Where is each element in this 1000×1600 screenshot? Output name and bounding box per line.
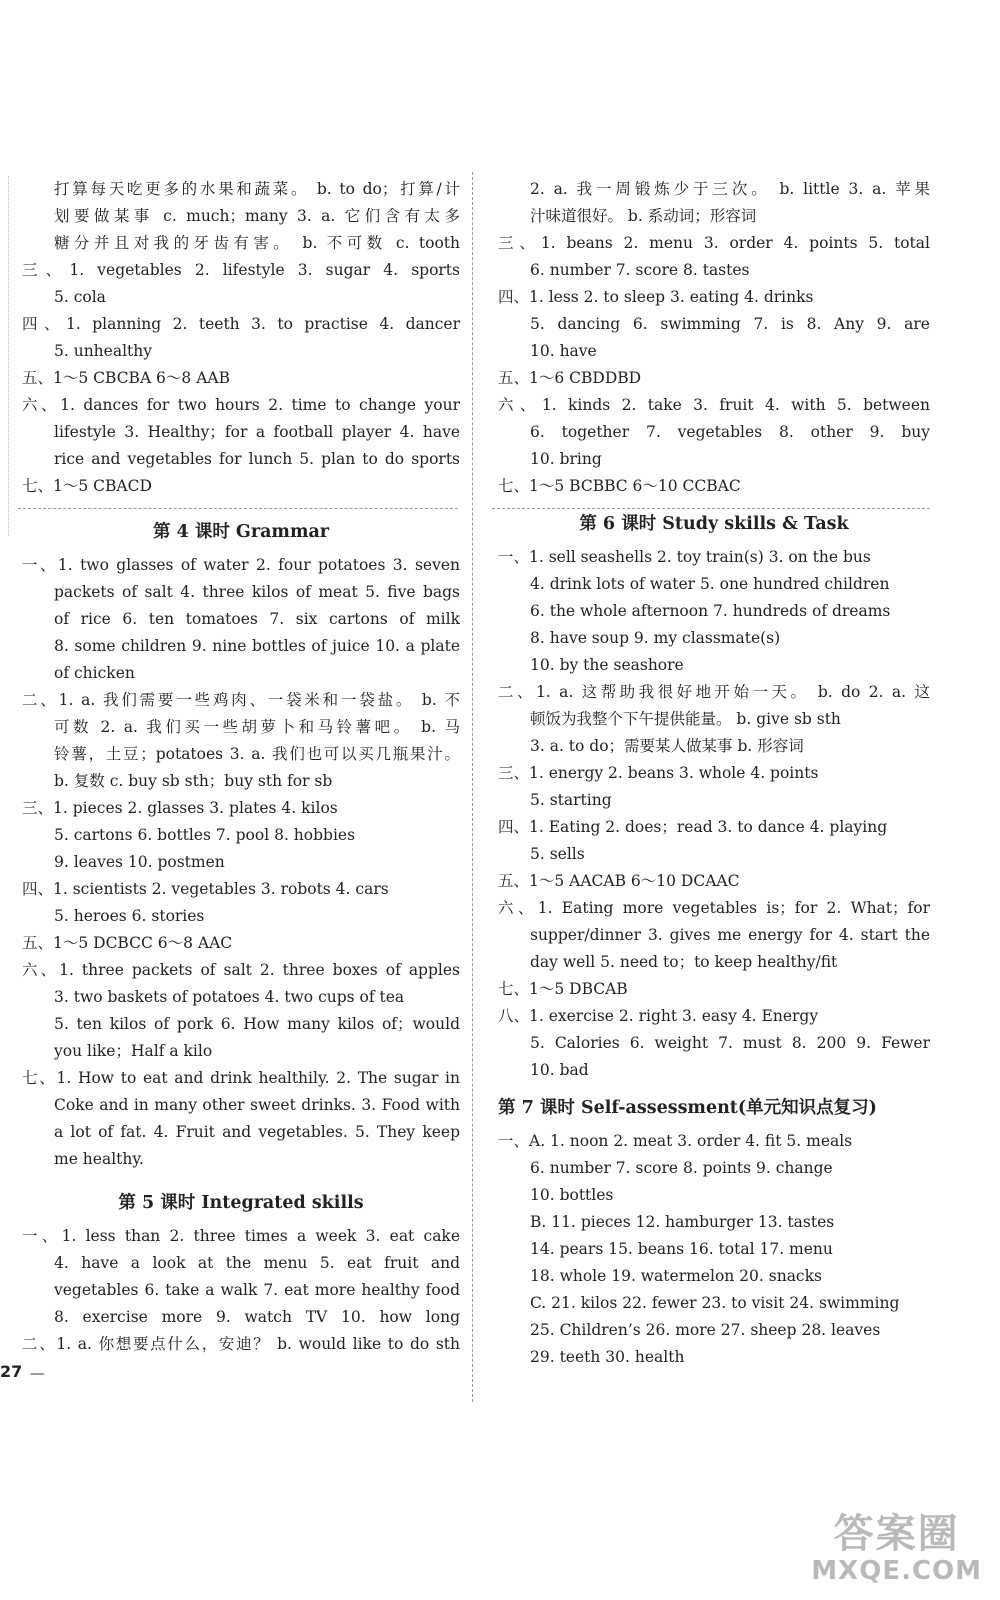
site-watermark xyxy=(811,1512,982,1586)
answer-line: of chicken xyxy=(54,664,135,682)
answer-line: 三、1. vegetables 2. lifestyle 3. sugar 4. sports xyxy=(22,261,460,279)
answer-line: 25. Children’s 26. more 27. sheep 28. leaves xyxy=(530,1321,881,1339)
answer-line: 三、1. beans 2. menu 3. order 4. points 5. total xyxy=(498,234,930,252)
answer-line: C. 21. kilos 22. fewer 23. to visit 24. swimming xyxy=(530,1294,900,1312)
answer-line: 5. sells xyxy=(530,845,585,863)
answer-line: 14. pears 15. beans 16. total 17. menu xyxy=(530,1240,833,1258)
answer-line: 8. exercise more 9. watch TV 10. how long xyxy=(54,1308,460,1326)
answer-line: day well 5. need to；to keep healthy/fit xyxy=(530,953,838,971)
answer-line: 5. ten kilos of pork 6. How many kilos of；would xyxy=(54,1015,460,1033)
answer-line: 5. unhealthy xyxy=(54,342,153,360)
answer-line: 18. whole 19. watermelon 20. snacks xyxy=(530,1267,822,1285)
answer-line: supper/dinner 3. gives me energy for 4. start the xyxy=(530,926,930,944)
answer-line: 四、1. less 2. to sleep 3. eating 4. drinks xyxy=(498,288,814,306)
answer-line: 五、1～5 AACAB 6～10 DCAAC xyxy=(498,872,740,890)
answer-line: 10. bring xyxy=(530,450,602,468)
answer-line: 2. a. 我一周锻炼少于三次。 b. little 3. a. 苹果 xyxy=(530,180,930,198)
lesson-4-answers xyxy=(22,552,460,1173)
answer-line: 5. heroes 6. stories xyxy=(54,907,205,925)
lesson-7-answers xyxy=(498,1128,930,1371)
answer-line: 四、1. scientists 2. vegetables 3. robots 4. cars xyxy=(22,880,389,898)
answer-line: 四、1. Eating 2. does；read 3. to dance 4. playing xyxy=(498,818,888,836)
answer-line: 四、1. planning 2. teeth 3. to practise 4. dancer xyxy=(22,315,460,333)
lesson-4-title: 第 4 课时 Grammar xyxy=(152,522,330,542)
answer-line: 七、1～5 CBACD xyxy=(22,477,152,495)
answer-line: 一、A. 1. noon 2. meat 3. order 4. fit 5. meals xyxy=(498,1132,853,1150)
answer-line: 4. have a look at the menu 5. eat fruit and xyxy=(54,1254,460,1272)
answer-line: 一、1. sell seashells 2. toy train(s) 3. on the bus xyxy=(498,548,871,566)
answer-line: 10. bottles xyxy=(530,1186,614,1204)
answer-line: b. 复数 c. buy sb sth；buy sth for sb xyxy=(54,772,333,790)
answer-line: 二、1. a. 我们需要一些鸡肉、一袋米和一袋盐。 b. 不 xyxy=(22,691,460,709)
answer-line: a lot of fat. 4. Fruit and vegetables. 5. They keep xyxy=(54,1123,460,1141)
answer-line: 3. two baskets of potatoes 4. two cups of tea xyxy=(54,988,405,1006)
page-number: 27 xyxy=(0,1362,23,1381)
answer-line: 一、1. two glasses of water 2. four potatoes 3. seven xyxy=(22,556,460,574)
answer-line: 汁味道很好。 b. 系动词；形容词 xyxy=(530,207,757,225)
answer-line: 5. dancing 6. swimming 7. is 8. Any 9. are xyxy=(530,315,930,333)
answer-line: 6. the whole afternoon 7. hundreds of dreams xyxy=(530,602,891,620)
lesson-6-answers xyxy=(498,544,930,1084)
answer-line: 三、1. pieces 2. glasses 3. plates 4. kilos xyxy=(22,799,338,817)
watermark-logo-text: 答案圈 xyxy=(833,1511,960,1557)
lesson-6-title: 第 6 课时 Study skills & Task xyxy=(579,514,849,534)
answer-line: me healthy. xyxy=(54,1150,144,1168)
answer-line: 可数 2. a. 我们买一些胡萝卜和马铃薯吧。 b. 马 xyxy=(54,718,460,736)
answer-line: 3. a. to do；需要某人做某事 b. 形容词 xyxy=(530,737,804,755)
left-column xyxy=(22,176,460,1358)
answer-line: 打算每天吃更多的水果和蔬菜。 b. to do；打算/计 xyxy=(54,180,460,198)
right-column xyxy=(498,176,930,1371)
lesson-5-answers xyxy=(22,1223,460,1358)
answer-line: 三、1. energy 2. beans 3. whole 4. points xyxy=(498,764,819,782)
answer-line: 划要做某事 c. much；many 3. a. 它们含有太多 xyxy=(54,207,460,225)
right-top-answers xyxy=(498,176,930,500)
answer-line: 铃薯，土豆；potatoes 3. a. 我们也可以买几瓶果汁。 xyxy=(54,745,460,763)
answer-line: 6. number 7. score 8. tastes xyxy=(530,261,750,279)
answer-line: 二、1. a. 你想要点什么，安迪？ b. would like to do sth xyxy=(22,1335,460,1353)
answer-line: 顿饭为我整个下午提供能量。 b. give sb sth xyxy=(530,710,841,728)
answer-line: 八、1. exercise 2. right 3. easy 4. Energy xyxy=(498,1007,819,1025)
answer-line: 8. have soup 9. my classmate(s) xyxy=(530,629,781,647)
answer-line: 七、1. How to eat and drink healthily. 2. The sugar in xyxy=(22,1069,460,1087)
answer-line: lifestyle 3. Healthy；for a football player 4. have xyxy=(54,423,460,441)
answer-line: 六、1. kinds 2. take 3. fruit 4. with 5. between xyxy=(498,396,930,414)
binding-margin-line xyxy=(8,176,9,536)
lesson-5-title: 第 5 课时 Integrated skills xyxy=(118,1193,364,1213)
answer-line: 五、1～5 CBCBA 6～8 AAB xyxy=(22,369,230,387)
answer-line: 七、1～5 BCBBC 6～10 CCBAC xyxy=(498,477,741,495)
answer-line: 五、1～6 CBDDBD xyxy=(498,369,642,387)
answer-line: 5. cola xyxy=(54,288,106,306)
answer-line: 10. by the seashore xyxy=(530,656,684,674)
answer-line: 4. drink lots of water 5. one hundred children xyxy=(530,575,890,593)
answer-line: you like；Half a kilo xyxy=(54,1042,213,1060)
answer-line: 10. bad xyxy=(530,1061,589,1079)
answer-line: 10. have xyxy=(530,342,597,360)
lesson-7-title: 第 7 课时 Self-assessment(单元知识点复习) xyxy=(498,1098,877,1118)
answer-line: 六、1. dances for two hours 2. time to change your xyxy=(22,396,460,414)
answer-line: rice and vegetables for lunch 5. plan to do sports xyxy=(54,450,460,468)
left-top-answers xyxy=(22,176,460,500)
answer-line: 一、1. less than 2. three times a week 3. eat cake xyxy=(22,1227,460,1245)
answer-line: 6. together 7. vegetables 8. other 9. buy xyxy=(530,423,930,441)
answer-line: 六、1. three packets of salt 2. three boxes of apples xyxy=(22,961,460,979)
answer-line: B. 11. pieces 12. hamburger 13. tastes xyxy=(530,1213,835,1231)
answer-line: 6. number 7. score 8. points 9. change xyxy=(530,1159,833,1177)
answer-line: Coke and in many other sweet drinks. 3. Food with xyxy=(54,1096,460,1114)
answer-line: 五、1～5 DCBCC 6～8 AAC xyxy=(22,934,233,952)
answer-line: 8. some children 9. nine bottles of juice 10. a plate xyxy=(54,637,460,655)
answer-line: 5. cartons 6. bottles 7. pool 8. hobbies xyxy=(54,826,356,844)
answer-line: vegetables 6. take a walk 7. eat more healthy food xyxy=(54,1281,460,1299)
column-divider xyxy=(472,172,473,1402)
answer-line: of rice 6. ten tomatoes 7. six cartons of milk xyxy=(54,610,460,628)
answer-line: 29. teeth 30. health xyxy=(530,1348,685,1366)
answer-line: 二、1. a. 这帮助我很好地开始一天。 b. do 2. a. 这 xyxy=(498,683,930,701)
answer-line: 5. starting xyxy=(530,791,612,809)
watermark-url: MXQE.COM xyxy=(811,1556,982,1586)
page-number-dash: — xyxy=(30,1364,45,1382)
answer-line: 糖分并且对我的牙齿有害。 b. 不可数 c. tooth xyxy=(54,234,460,252)
answer-line: 5. Calories 6. weight 7. must 8. 200 9. Fewer xyxy=(530,1034,930,1052)
answer-line: packets of salt 4. three kilos of meat 5. five bags xyxy=(54,583,460,601)
answer-line: 9. leaves 10. postmen xyxy=(54,853,225,871)
answer-line: 七、1～5 DBCAB xyxy=(498,980,628,998)
answer-line: 六、1. Eating more vegetables is；for 2. What；for xyxy=(498,899,930,917)
